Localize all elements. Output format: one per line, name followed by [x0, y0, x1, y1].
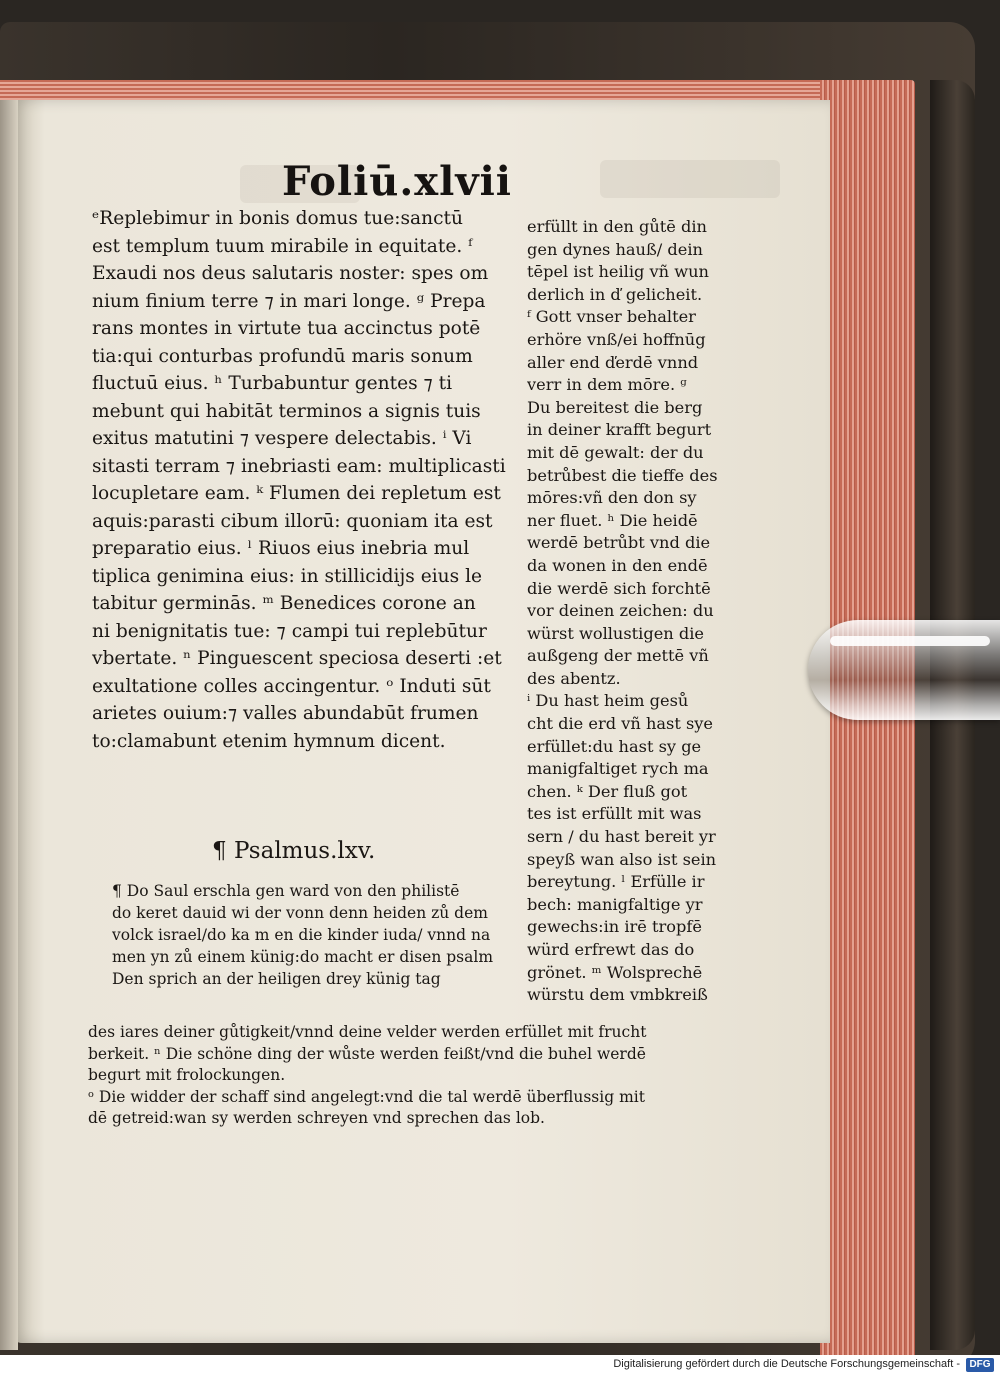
german-line: tēpel ist heilig vñ wun [527, 262, 709, 282]
german-line: erhöre vnß/ei hoffnūg [527, 329, 706, 349]
german-line: vor deinen zeichen: du [527, 601, 714, 621]
german-intro [112, 880, 522, 990]
latin-line: exitus matutini ⁊ vespere delectabis. ⁱ Vi [92, 428, 472, 449]
latin-line: locupletare eam. ᵏ Flumen dei repletum est [92, 483, 501, 504]
german-line: gen dynes hauß/ dein [527, 239, 703, 259]
intro-line: volck israel/do ka m en die kinder iuda/ vnnd na [112, 926, 491, 944]
latin-line: vbertate. ⁿ Pinguescent speciosa deserti :et [92, 648, 502, 669]
glass-highlight [830, 636, 990, 646]
latin-line: Exaudi nos deus salutaris noster: spes om [92, 263, 489, 284]
latin-line: ni benignitatis tue: ⁊ campi tui replebūtur [92, 620, 487, 642]
intro-line: Den sprich an der heiligen drey künig tag [112, 970, 441, 988]
german-line: bereytung. ˡ Erfülle ir [527, 872, 705, 892]
latin-line: fluctuū eius. ʰ Turbabuntur gentes ⁊ ti [92, 373, 453, 394]
german-line: die werdē sich forchtē [527, 578, 711, 598]
german-line: würstu dem vmbkreiß [527, 985, 708, 1005]
german-line: Du bereitest die berg [527, 397, 703, 417]
intro-line: do keret dauid wi der vonn denn heiden zů dem [112, 904, 488, 922]
german-line: verr in dem mōre. ᵍ [527, 375, 687, 395]
latin-line: nium finium terre ⁊ in mari longe. ᵍ Prepa [92, 290, 486, 312]
german-line: erfüllet:du hast sy ge [527, 736, 702, 756]
latin-line: to:clamabunt etenim hymnum dicent. [92, 730, 446, 752]
german-line: mit dē gewalt: der du [527, 442, 704, 462]
german-line: des abentz. [527, 668, 621, 688]
latin-line: tia:qui conturbas profundū maris sonum [92, 345, 473, 367]
german-line: derlich in ď gelicheit. [527, 284, 703, 304]
dfg-logo: DFG [966, 1358, 994, 1372]
bottom-text [88, 1022, 768, 1130]
german-line: aller end ďerdē vnnd [527, 352, 699, 372]
german-line: ⁱ Du hast heim gesů [527, 691, 689, 711]
german-line: mōres:vñ den don sy [527, 488, 697, 508]
latin-line: est templum tuum mirabile in equitate. ᶠ [92, 235, 473, 257]
german-line: chen. ᵏ Der fluß got [527, 781, 688, 801]
german-line: werdē betrůbt vnd die [527, 533, 711, 553]
german-line: würst wollustigen die [527, 623, 704, 643]
german-line: da wonen in den endē [527, 555, 708, 575]
latin-column [92, 205, 517, 755]
german-line: speyß wan also ist sein [527, 849, 717, 869]
bottom-line: ᵒ Die widder der schaff sind angelegt:vnd die tal werdē überflussig mit [88, 1087, 645, 1106]
german-line: in deiner krafft begurt [527, 420, 712, 440]
latin-line: tiplica genimina eius: in stillicidijs eius le [92, 565, 483, 587]
latin-line: sitasti terram ⁊ inebriasti eam: multiplicasti [92, 455, 506, 477]
bottom-line: des iares deiner gůtigkeit/vnnd deine velder werden erfüllet mit frucht [88, 1023, 647, 1041]
intro-line: ¶ Do Saul erschla gen ward von den philistē [112, 882, 460, 900]
german-line: manigfaltiget rych ma [527, 759, 709, 779]
german-line: cht die erd vñ hast sye [527, 714, 714, 734]
german-line: erfüllt in den gůtē din [527, 217, 707, 236]
latin-line: exultatione colles accingentur. ᵒ Induti sūt [92, 675, 491, 697]
german-line: ner fluet. ʰ Die heidē [527, 510, 698, 530]
folio-heading: Foliū.xlvii [282, 158, 512, 205]
german-line: tes ist erfüllt mit was [527, 804, 702, 824]
german-line: grönet. ᵐ Wolsprechē [527, 962, 703, 982]
german-line: betrůbest die tieffe des [527, 465, 718, 485]
german-line: ᶠ Gott vnser behalter [527, 307, 696, 327]
latin-line: aquis:parasti cibum illorū: quoniam ita est [92, 510, 493, 532]
bottom-line: dē getreid:wan sy werden schreyen vnd sprechen das lob. [88, 1109, 545, 1127]
bottom-line: begurt mit frolockungen. [88, 1066, 286, 1084]
glass-page-weight [808, 620, 1000, 720]
page-gutter [0, 100, 18, 1350]
german-line: außgeng der mettē vñ [527, 646, 709, 666]
german-line: bech: manigfaltige yr [527, 894, 703, 914]
bottom-line: berkeit. ⁿ Die schöne ding der wůste werden feißt/vnd die buhel werdē [88, 1044, 646, 1063]
latin-line: ᵉReplebimur in bonis domus tue:sanctū [92, 208, 463, 229]
show-through-mark [600, 160, 780, 198]
latin-line: arietes ouium:⁊ valles abundabūt frumen [92, 703, 479, 724]
latin-line: mebunt qui habitāt terminos a signis tuis [92, 400, 481, 422]
german-line: sern / du hast bereit yr [527, 827, 716, 847]
german-line: würd erfrewt das do [527, 940, 695, 959]
german-line: gewechs:in irē tropfē [527, 917, 702, 937]
latin-line: tabitur germinās. ᵐ Benedices corone an [92, 593, 476, 614]
latin-line: preparatio eius. ˡ Riuos eius inebria mul [92, 538, 470, 559]
psalm-title: ¶ Psalmus.lxv. [212, 838, 376, 864]
page-fore-edge [820, 80, 915, 1370]
intro-line: men yn zů einem künig:do macht er disen psalm [112, 948, 494, 966]
german-column [527, 216, 762, 1007]
latin-line: rans montes in virtute tua accinctus potē [92, 318, 481, 339]
funding-credit: Digitalisierung gefördert durch die Deutsche Forschungsgemeinschaft - [613, 1358, 960, 1370]
